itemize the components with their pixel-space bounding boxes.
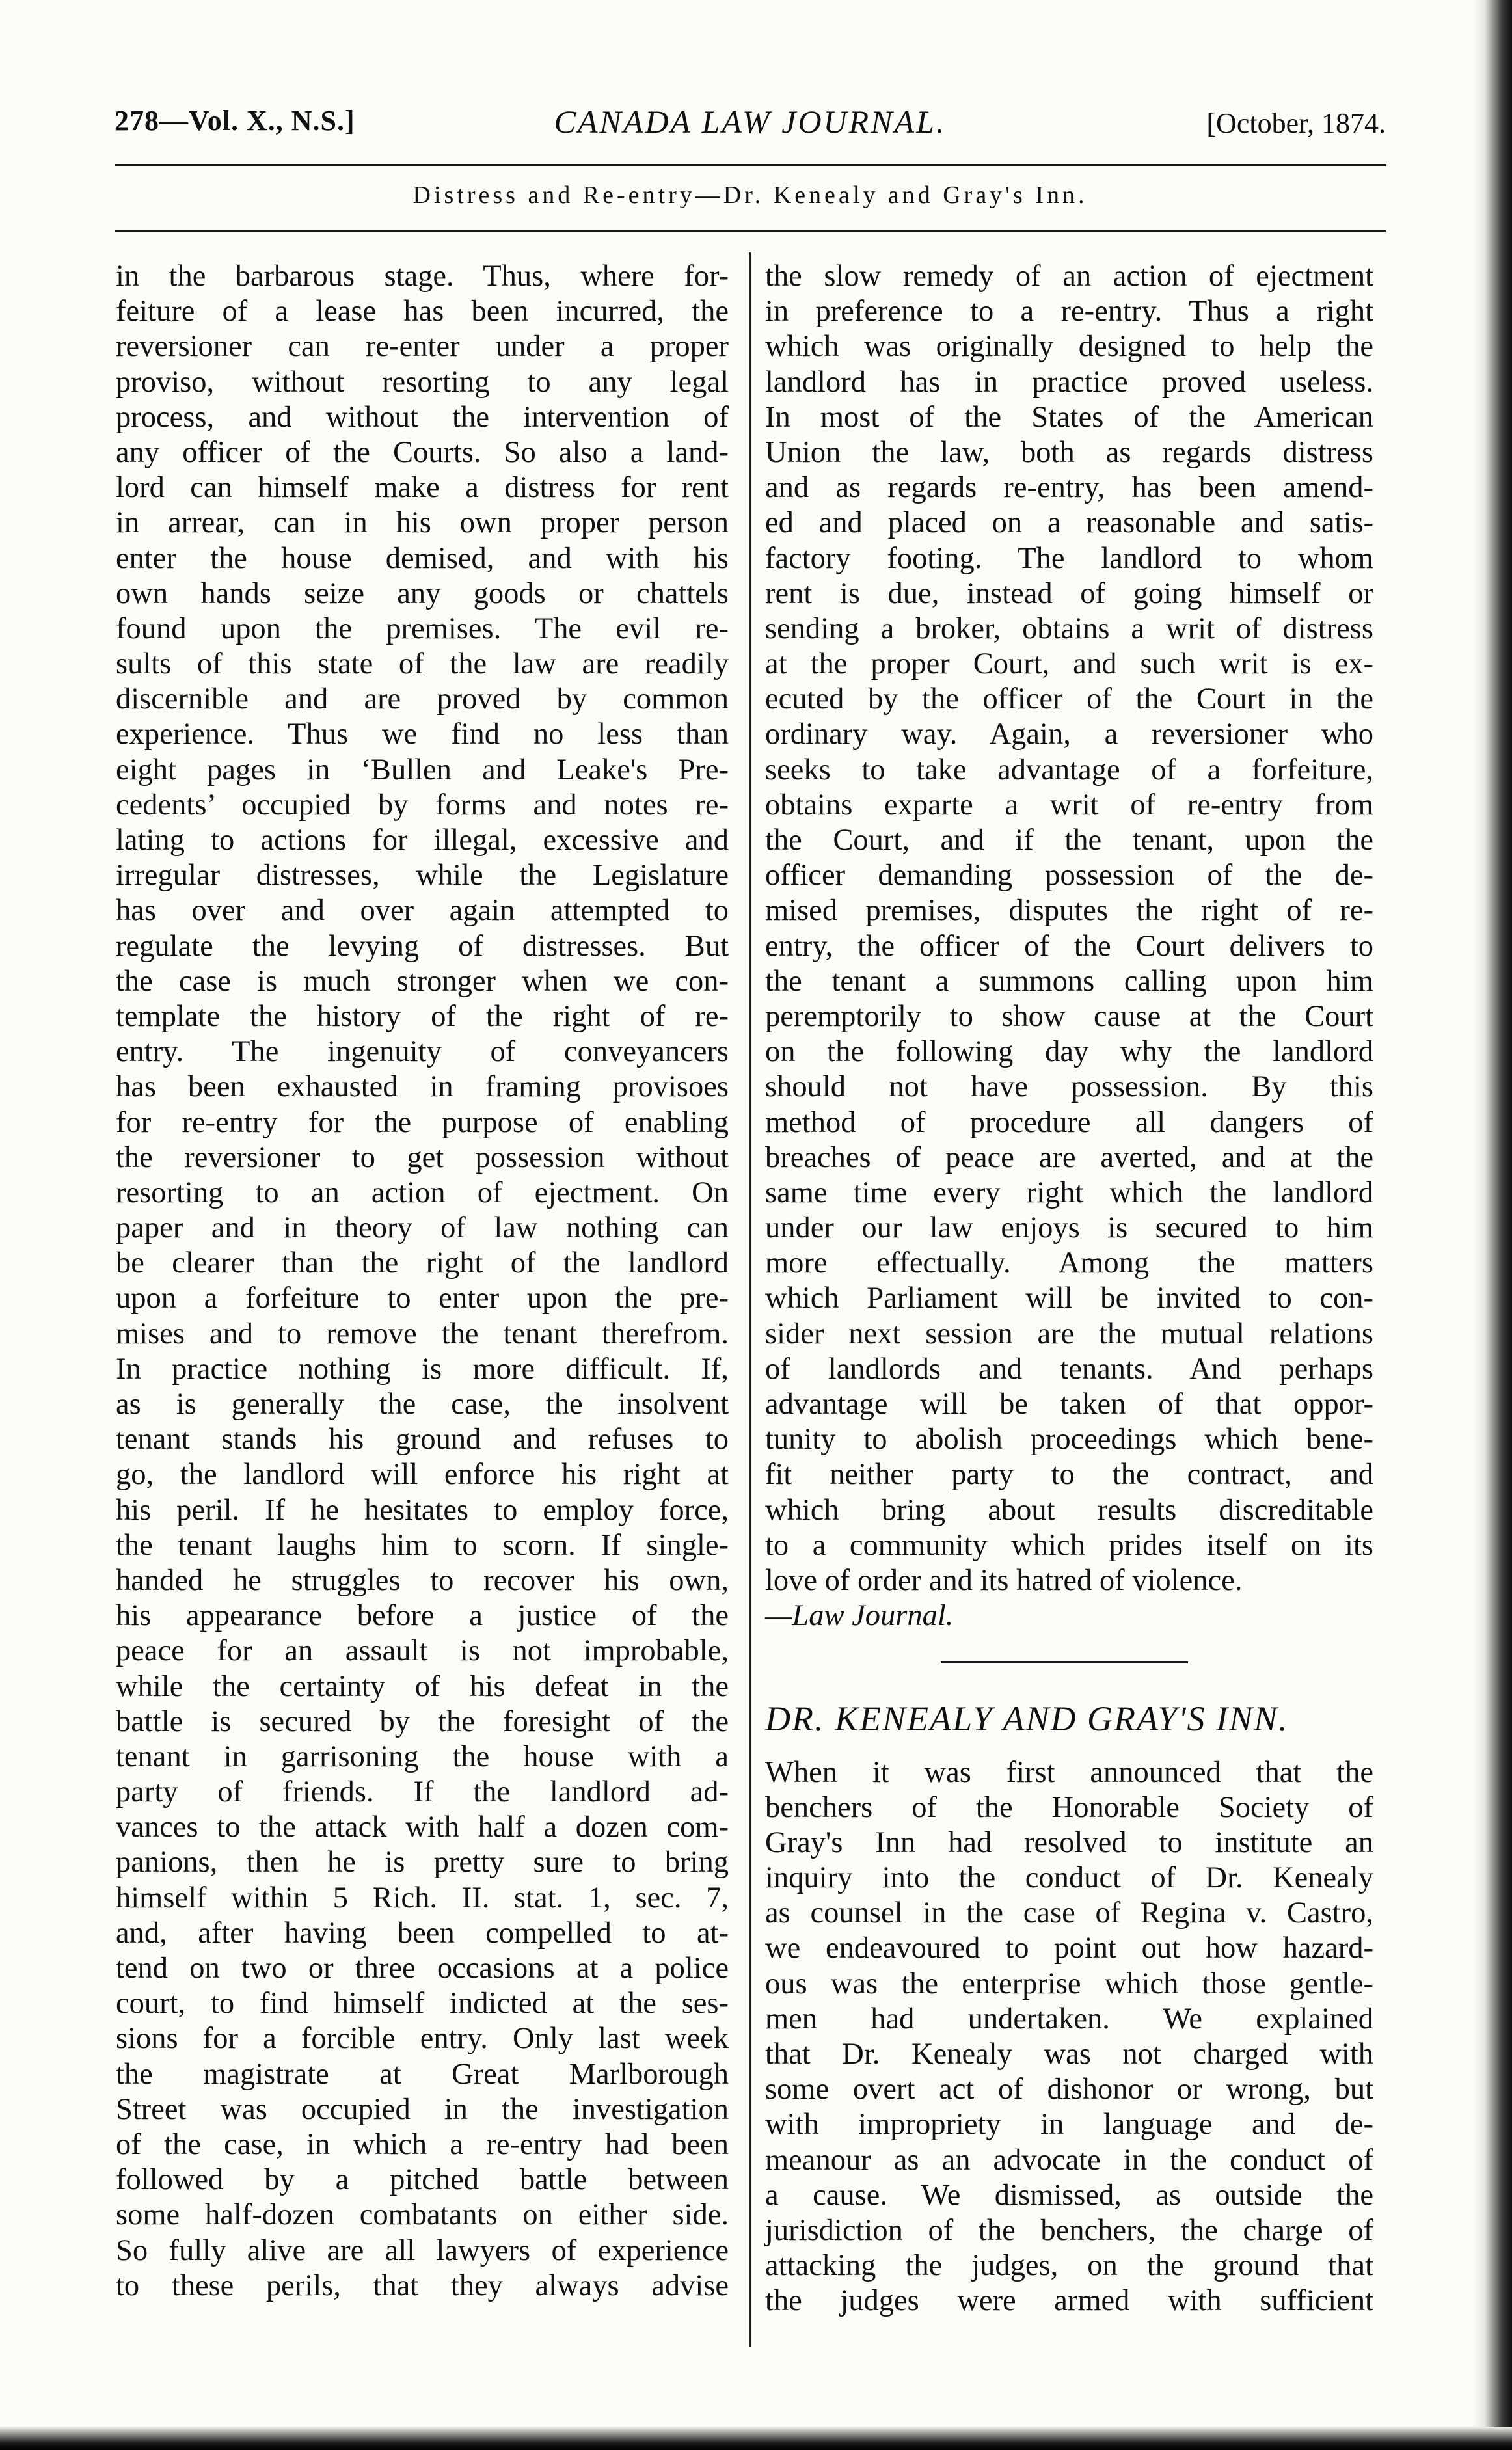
text-line: love of order and its hatred of violence. xyxy=(765,1563,1243,1597)
text-line: has been exhausted in framing provisoes xyxy=(116,1070,729,1104)
text-line: regulate the levying of distresses. But xyxy=(116,929,729,963)
book-binding-shadow xyxy=(1473,0,1512,2450)
text-line: discernible and are proved by common xyxy=(116,682,729,716)
text-line: officer demanding possession of the de- xyxy=(765,859,1373,893)
text-line: that Dr. Kenealy was not charged with xyxy=(765,2038,1373,2071)
text-line: cedents’ occupied by forms and notes re- xyxy=(116,788,729,822)
column-divider xyxy=(749,252,751,2347)
text-line: his appearance before a justice of the xyxy=(116,1599,729,1633)
text-line: same time every right which the landlord xyxy=(765,1176,1373,1209)
text-line: fit neither party to the contract, and xyxy=(765,1458,1373,1492)
text-line: the reversioner to get possession without xyxy=(116,1140,729,1174)
text-line: When it was first announced that the xyxy=(765,1755,1373,1789)
text-line: and as regards re-entry, has been amend- xyxy=(765,471,1373,505)
text-line: Gray's Inn had resolved to institute an xyxy=(765,1825,1373,1859)
text-line: entry. The ingenuity of conveyancers xyxy=(116,1035,729,1069)
text-line: Street was occupied in the investigation xyxy=(116,2092,729,2126)
text-line: lord can himself make a distress for rent xyxy=(116,471,729,505)
text-line: be clearer than the right of the landlord xyxy=(116,1246,729,1280)
text-line: lating to actions for illegal, excessive and xyxy=(116,824,729,857)
text-line: paper and in theory of law nothing can xyxy=(116,1211,729,1245)
text-line: experience. Thus we find no less than xyxy=(116,718,729,751)
text-line: found upon the premises. The evil re- xyxy=(116,612,729,645)
text-line: sider next session are the mutual relations xyxy=(765,1317,1373,1351)
text-line: breaches of peace are averted, and at the xyxy=(765,1140,1373,1174)
text-line: method of procedure all dangers of xyxy=(765,1105,1373,1139)
text-line: sults of this state of the law are readily xyxy=(116,647,729,681)
issue-date: [October, 1874. xyxy=(1206,107,1386,139)
text-line: the tenant a summons calling upon him xyxy=(765,964,1373,998)
text-line: has over and over again attempted to xyxy=(116,894,729,928)
text-line: which Parliament will be invited to con- xyxy=(765,1282,1373,1315)
text-line: tunity to abolish proceedings which bene- xyxy=(765,1423,1373,1457)
text-line: a cause. We dismissed, as outside the xyxy=(765,2178,1373,2212)
text-line: template the history of the right of re- xyxy=(116,999,729,1033)
text-line: jurisdiction of the benchers, the charge of xyxy=(765,2213,1373,2247)
section-separator-rule xyxy=(941,1661,1188,1663)
text-line: of the case, in which a re-entry had been xyxy=(116,2127,729,2161)
section-title: DR. KENEALY AND GRAY'S INN. xyxy=(765,1699,1289,1739)
text-line: sending a broker, obtains a writ of distress xyxy=(765,612,1373,645)
text-line: mised premises, disputes the right of re- xyxy=(765,894,1373,928)
running-title-rule xyxy=(115,230,1386,232)
text-line: upon a forfeiture to enter upon the pre- xyxy=(116,1282,729,1315)
distress-article-continuation xyxy=(765,259,1373,1598)
text-line: more effectually. Among the matters xyxy=(765,1246,1373,1280)
page-reference: 278—Vol. X., N.S.] xyxy=(115,105,355,137)
text-line: sions for a forcible entry. Only last week xyxy=(116,2022,729,2056)
text-line: irregular distresses, while the Legislature xyxy=(116,859,729,893)
text-line: in preference to a re-entry. Thus a right xyxy=(765,295,1373,329)
text-line: attacking the judges, on the ground that xyxy=(765,2249,1373,2283)
text-line: reversioner can re-enter under a proper xyxy=(116,330,729,364)
text-line: ous was the enterprise which those gentle- xyxy=(765,1967,1373,2000)
text-line: and, after having been compelled to at- xyxy=(116,1916,729,1950)
text-line: the slow remedy of an action of ejectment xyxy=(765,260,1373,293)
text-line: process, and without the intervention of xyxy=(116,400,729,434)
text-line: peace for an assault is not improbable, xyxy=(116,1634,729,1668)
text-line: benchers of the Honorable Society of xyxy=(765,1790,1373,1824)
article-source: —Law Journal. xyxy=(765,1599,954,1633)
text-line: own hands seize any goods or chattels xyxy=(116,576,729,610)
text-line: eight pages in ‘Bullen and Leake's Pre- xyxy=(116,753,729,787)
text-line: Union the law, both as regards distress xyxy=(765,435,1373,469)
journal-title: CANADA LAW JOURNAL. xyxy=(554,103,947,140)
text-line: factory footing. The landlord to whom xyxy=(765,541,1373,575)
text-line: his peril. If he hesitates to employ force, xyxy=(116,1493,729,1527)
text-line: proviso, without resorting to any legal xyxy=(116,365,729,399)
text-line: meanour as an advocate in the conduct of xyxy=(765,2143,1373,2177)
text-line: which was originally designed to help the xyxy=(765,330,1373,364)
text-line: panions, then he is pretty sure to bring xyxy=(116,1846,729,1879)
text-line: to a community which prides itself on its xyxy=(765,1528,1373,1562)
text-line: enter the house demised, and with his xyxy=(116,541,729,575)
left-column xyxy=(116,259,729,2304)
text-line: resorting to an action of ejectment. On xyxy=(116,1176,729,1209)
text-line: as counsel in the case of Regina v. Castro, xyxy=(765,1896,1373,1930)
text-line: In practice nothing is more difficult. If, xyxy=(116,1352,729,1386)
text-line: as is generally the case, the insolvent xyxy=(116,1388,729,1421)
right-column xyxy=(765,259,1373,2319)
kenealy-article-text xyxy=(765,1755,1373,2319)
text-line: party of friends. If the landlord ad- xyxy=(116,1775,729,1809)
text-line: of landlords and tenants. And perhaps xyxy=(765,1352,1373,1386)
text-line: tenant stands his ground and refuses to xyxy=(116,1423,729,1457)
text-line: the judges were armed with sufficient xyxy=(765,2284,1373,2318)
text-line: tend on two or three occasions at a police xyxy=(116,1952,729,1985)
text-line: in the barbarous stage. Thus, where for- xyxy=(116,260,729,293)
text-line: with impropriety in language and de- xyxy=(765,2108,1373,2142)
text-line: In most of the States of the American xyxy=(765,400,1373,434)
text-line: ed and placed on a reasonable and satis- xyxy=(765,506,1373,540)
text-line: on the following day why the landlord xyxy=(765,1035,1373,1069)
text-line: obtains exparte a writ of re-entry from xyxy=(765,788,1373,822)
text-line: at the proper Court, and such writ is ex- xyxy=(765,647,1373,681)
running-title: Distress and Re-entry—Dr. Kenealy and Gray's Inn. xyxy=(412,182,1088,209)
text-line: entry, the officer of the Court delivers to xyxy=(765,929,1373,963)
page-bottom-edge xyxy=(0,2427,1512,2450)
text-line: peremptorily to show cause at the Court xyxy=(765,999,1373,1033)
text-line: should not have possession. By this xyxy=(765,1070,1373,1104)
header-rule xyxy=(115,164,1386,166)
text-line: followed by a pitched battle between xyxy=(116,2163,729,2197)
text-line: So fully alive are all lawyers of experience xyxy=(116,2233,729,2267)
text-line: vances to the attack with half a dozen com- xyxy=(116,1811,729,1844)
text-line: feiture of a lease has been incurred, the xyxy=(116,295,729,329)
text-line: landlord has in practice proved useless. xyxy=(765,365,1373,399)
text-line: the magistrate at Great Marlborough xyxy=(116,2057,729,2091)
text-line: in arrear, can in his own proper person xyxy=(116,506,729,540)
text-line: ecuted by the officer of the Court in the xyxy=(765,682,1373,716)
text-line: to these perils, that they always advise xyxy=(116,2268,729,2302)
text-line: battle is secured by the foresight of the xyxy=(116,1704,729,1738)
text-line: some half-dozen combatants on either side. xyxy=(116,2198,729,2232)
text-line: ordinary way. Again, a reversioner who xyxy=(765,718,1373,751)
text-line: men had undertaken. We explained xyxy=(765,2002,1373,2036)
text-line: court, to find himself indicted at the ses- xyxy=(116,1987,729,2021)
text-line: for re-entry for the purpose of enabling xyxy=(116,1105,729,1139)
text-line: while the certainty of his defeat in the xyxy=(116,1669,729,1703)
page-header xyxy=(115,98,1386,150)
text-line: any officer of the Courts. So also a land- xyxy=(116,435,729,469)
text-line: which bring about results discreditable xyxy=(765,1493,1373,1527)
text-line: we endeavoured to point out how hazard- xyxy=(765,1932,1373,1965)
text-line: the case is much stronger when we con- xyxy=(116,964,729,998)
text-line: handed he struggles to recover his own, xyxy=(116,1563,729,1597)
text-line: inquiry into the conduct of Dr. Kenealy xyxy=(765,1861,1373,1895)
text-line: rent is due, instead of going himself or xyxy=(765,576,1373,610)
text-line: himself within 5 Rich. II. stat. 1, sec. 7, xyxy=(116,1881,729,1915)
text-line: advantage will be taken of that oppor- xyxy=(765,1388,1373,1421)
text-line: under our law enjoys is secured to him xyxy=(765,1211,1373,1245)
text-line: the Court, and if the tenant, upon the xyxy=(765,824,1373,857)
text-line: some overt act of dishonor or wrong, but xyxy=(765,2073,1373,2107)
text-line: go, the landlord will enforce his right at xyxy=(116,1458,729,1492)
text-line: mises and to remove the tenant therefrom. xyxy=(116,1317,729,1351)
text-line: seeks to take advantage of a forfeiture, xyxy=(765,753,1373,787)
text-line: tenant in garrisoning the house with a xyxy=(116,1740,729,1773)
text-line: the tenant laughs him to scorn. If single- xyxy=(116,1528,729,1562)
